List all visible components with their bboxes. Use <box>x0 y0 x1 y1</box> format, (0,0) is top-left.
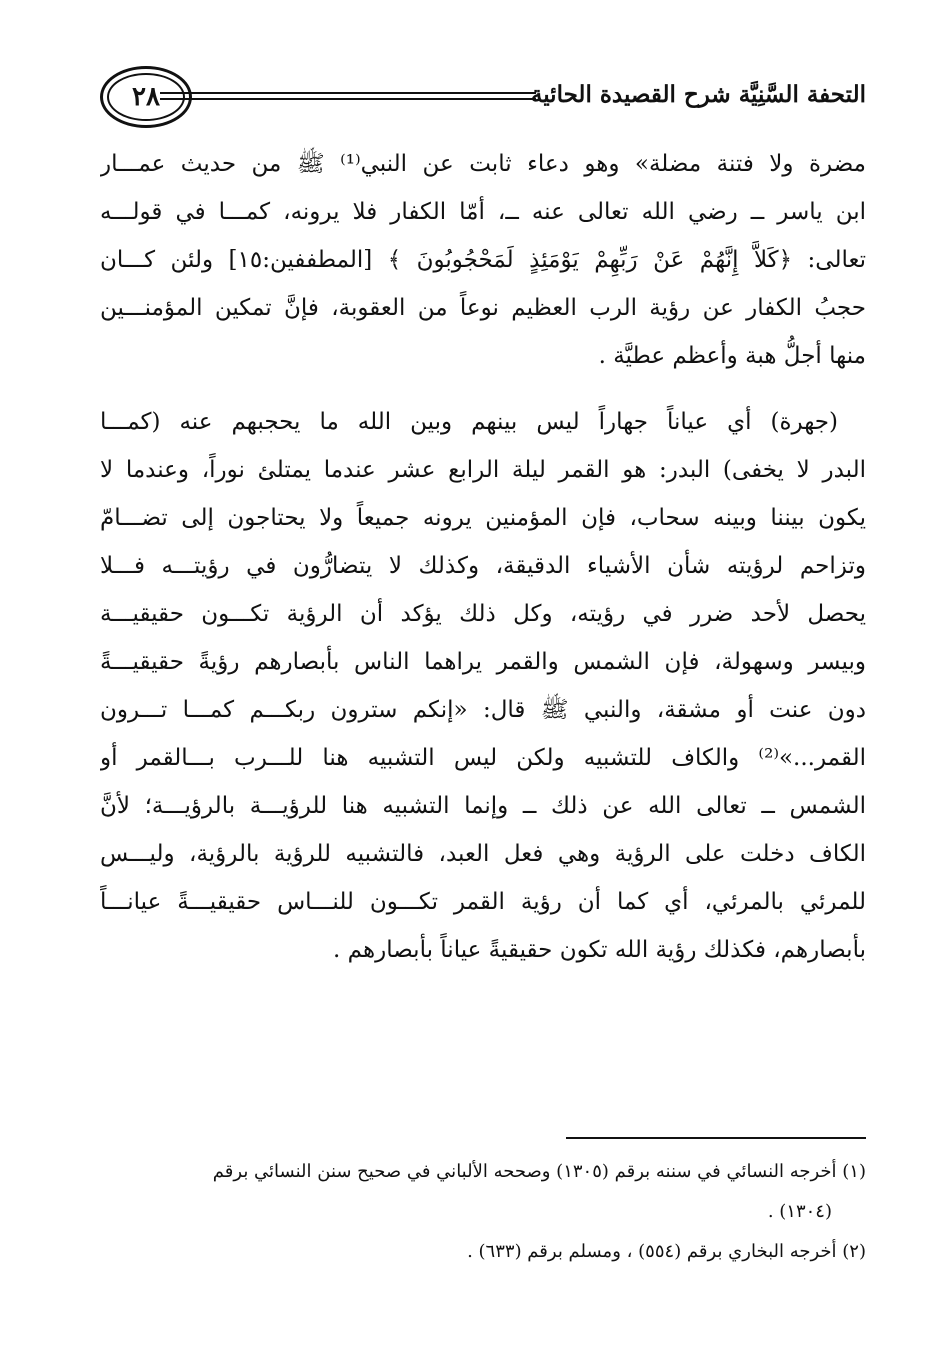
text-line: مضرة ولا فتنة مضلة» وهو دعاء ثابت عن النبي⁽¹⁾ ﷺ من حديث عمـــار <box>100 151 866 177</box>
text-line: يحصل لأحد ضرر في رؤيته، وكل ذلك يؤكد أن الرؤية تكـــون حقيقيـــة <box>100 601 866 627</box>
text-line: بأبصارهم، فكذلك رؤية الله تكون حقيقيةً عياناً بأبصارهم . <box>333 937 866 963</box>
page-header <box>100 66 866 146</box>
footnotes <box>100 1152 866 1272</box>
text-line: ابن ياسر ــ رضي الله تعالى عنه ــ، أمّا الكفار فلا يرونه، كمـــا في قولـــه <box>100 199 866 225</box>
text-line: (جهرة) أي عياناً جهاراً ليس بينهم وبين الله ما يحجبهم عنه (كمـــا <box>100 409 838 435</box>
text-line: يكون بيننا وبينه سحاب، فإن المؤمنين يرونه جميعاً ولا يحتاجون إلى تضـــامّ <box>100 505 866 531</box>
footnote-2: (٢) أخرجه البخاري برقم (٥٥٤) ، ومسلم برقم (٦٣٣) . <box>467 1241 866 1262</box>
text-line: الكاف دخلت على الرؤية وهي فعل العبد، فالتشبيه للرؤية بالرؤية، وليـــس <box>100 841 866 867</box>
page-number-badge <box>100 66 192 128</box>
footnote-1: (١) أخرجه النسائي في سننه برقم (١٣٠٥) وصححه الألباني في صحيح سنن النسائي برقم <box>212 1161 866 1182</box>
footnote-separator <box>566 1137 866 1139</box>
page-number: ٢٨ <box>107 73 185 121</box>
text-line: تعالى: ﴿كَلاَّ إِنَّهُمْ عَنْ رَبِّهِمْ يَوْمَئِذٍ لَمَحْجُوبُونَ ﴾ [المطففين:١٥] ولئن كـــان <box>100 247 866 273</box>
text-line: البدر لا يخفى) البدر: هو القمر ليلة الرابع عشر عندما يمتلئ نوراً، وعندما لا <box>100 457 866 483</box>
text-line: وبيسر وسهولة، فإن الشمس والقمر يراهما الناس بأبصارهم رؤيةً حقيقيـــةً <box>100 649 866 675</box>
text-line: دون عنت أو مشقة، والنبي ﷺ قال: «إنكم سترون ربكـــم كمـــا تـــرون <box>100 697 866 723</box>
text-line: الشمس ــ تعالى الله عن ذلك ــ وإنما التشبيه هنا للرؤيـــة بالرؤيـــة؛ لأنَّ <box>100 793 866 819</box>
footnote-1-continued: (١٣٠٤) . <box>767 1201 832 1222</box>
text-line: منها أجلُّ هبة وأعظم عطيَّة . <box>598 343 866 369</box>
text-line: القمر...»⁽²⁾ والكاف للتشبيه ولكن ليس التشبيه هنا للـــرب بـــالقمر أو <box>100 745 866 771</box>
text-line: وتزاحم لرؤيته شأن الأشياء الدقيقة، وكذلك لا يتضارُّون في رؤيتـــه فـــلا <box>100 553 866 579</box>
running-title: التحفة السَّنِيَّة شرح القصيدة الحائية <box>530 81 866 108</box>
header-double-rule <box>160 92 536 100</box>
text-line: حجبُ الكفار عن رؤية الرب العظيم نوعاً من العقوبة، فإنَّ تمكين المؤمنـــين <box>100 295 866 321</box>
text-line: للمرئي بالمرئي، أي كما أن رؤية القمر تكـــون للنـــاس حقيقيـــةً عيانـــاً <box>100 889 866 915</box>
body-text <box>100 140 866 974</box>
paragraph-gap <box>100 380 866 398</box>
